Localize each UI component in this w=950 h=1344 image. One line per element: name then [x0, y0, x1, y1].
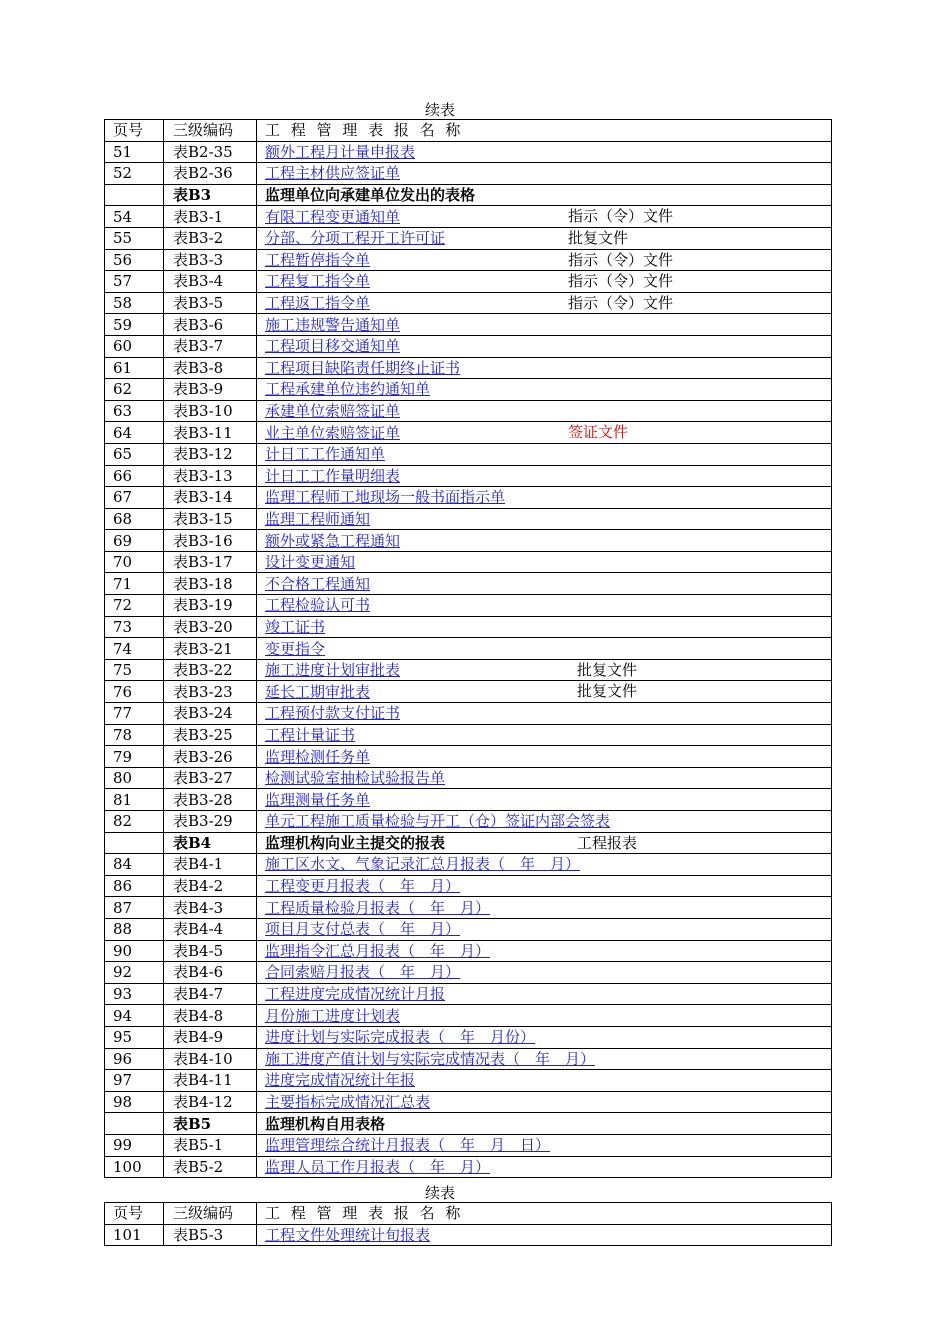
page-no-cell: 63	[105, 400, 164, 422]
table-row	[105, 875, 832, 897]
page-no-cell: 59	[105, 314, 164, 336]
code-cell: 表B3-1	[164, 206, 257, 228]
form-name-cell	[257, 595, 832, 617]
code-cell: 表B5-1	[164, 1134, 257, 1156]
form-link[interactable]: 计日工工作通知单	[265, 445, 386, 464]
page-no-cell: 68	[105, 508, 164, 530]
form-link[interactable]: 业主单位索赔签证单	[265, 423, 401, 442]
code-cell: 表B3-25	[164, 724, 257, 746]
page-no-cell: 90	[105, 940, 164, 962]
form-name-cell	[257, 400, 832, 422]
form-link[interactable]: 工程承建单位违约通知单	[265, 380, 431, 399]
page-no-cell: 94	[105, 1005, 164, 1027]
code-cell: 表B3-6	[164, 314, 257, 336]
page-no-cell: 67	[105, 487, 164, 509]
table-row	[105, 249, 832, 271]
form-link[interactable]: 工程项目移交通知单	[265, 337, 401, 356]
code-cell: 表B3-29	[164, 811, 257, 833]
table-row	[105, 1070, 832, 1092]
table-row	[105, 379, 832, 401]
form-link[interactable]: 延长工期审批表	[265, 682, 371, 701]
form-link[interactable]: 工程主材供应签证单	[265, 164, 401, 183]
form-name-cell	[257, 551, 832, 573]
form-link[interactable]: 监理指令汇总月报表（ 年 月）	[265, 941, 491, 960]
page-no-cell: 86	[105, 875, 164, 897]
form-link[interactable]: 合同索赔月报表（ 年 月）	[265, 963, 461, 982]
form-name-cell	[257, 1113, 832, 1135]
code-cell: 表B4-12	[164, 1091, 257, 1113]
form-link[interactable]: 工程质量检验月报表（ 年 月）	[265, 898, 491, 917]
table-row	[105, 1048, 832, 1070]
code-cell: 表B5-2	[164, 1156, 257, 1178]
form-link[interactable]: 工程返工指令单	[265, 294, 371, 313]
form-name-cell	[257, 875, 832, 897]
forms-table-2	[104, 1202, 832, 1246]
page-no-cell: 71	[105, 573, 164, 595]
table-row	[105, 141, 832, 163]
form-name-cell	[257, 811, 832, 833]
form-link[interactable]: 变更指令	[265, 639, 326, 658]
form-link[interactable]: 监理工程师工地现场一般书面指示单	[265, 488, 506, 507]
section-row	[105, 832, 832, 854]
category-note: 批复文件	[577, 660, 638, 679]
table-row	[105, 1026, 832, 1048]
page-no-cell: 72	[105, 595, 164, 617]
form-name-cell	[257, 703, 832, 725]
form-name-cell	[257, 638, 832, 660]
page-no-cell: 77	[105, 703, 164, 725]
table-row	[105, 206, 832, 228]
page-no-cell: 80	[105, 767, 164, 789]
header-page-no: 页号	[105, 1203, 164, 1225]
code-cell: 表B3-15	[164, 508, 257, 530]
form-link[interactable]: 不合格工程通知	[265, 574, 371, 593]
code-cell: 表B3-17	[164, 551, 257, 573]
form-link[interactable]: 工程文件处理统计旬报表	[265, 1225, 431, 1244]
page-no-cell: 60	[105, 335, 164, 357]
section-title: 监理机构向业主提交的报表	[265, 833, 446, 852]
form-name-cell	[257, 659, 832, 681]
header-name: 工 程 管 理 表 报 名 称	[257, 1203, 832, 1225]
code-cell: 表B3-11	[164, 422, 257, 444]
form-link[interactable]: 额外或紧急工程通知	[265, 531, 401, 550]
page-no-cell: 69	[105, 530, 164, 552]
code-cell: 表B3-10	[164, 400, 257, 422]
table-row	[105, 292, 832, 314]
table-row	[105, 789, 832, 811]
form-name-cell	[257, 1026, 832, 1048]
form-link[interactable]: 工程检验认可书	[265, 596, 371, 615]
section-code: 表B5	[173, 1114, 212, 1133]
table-row	[105, 1134, 832, 1156]
table-row	[105, 573, 832, 595]
code-cell: 表B3-24	[164, 703, 257, 725]
code-cell: 表B4-7	[164, 983, 257, 1005]
section-title: 监理机构自用表格	[265, 1114, 386, 1133]
code-cell: 表B4-4	[164, 918, 257, 940]
page-no-cell	[105, 1113, 164, 1135]
category-note: 批复文件	[577, 682, 638, 701]
form-name-cell	[257, 789, 832, 811]
category-note: 指示（令）文件	[568, 250, 674, 269]
form-link[interactable]: 施工进度计划审批表	[265, 661, 401, 680]
page-no-cell: 93	[105, 983, 164, 1005]
page-no-cell: 62	[105, 379, 164, 401]
table-row	[105, 595, 832, 617]
page-no-cell: 76	[105, 681, 164, 703]
table-row	[105, 1224, 832, 1246]
form-link[interactable]: 施工违规警告通知单	[265, 315, 401, 334]
form-name-cell	[257, 163, 832, 185]
forms-table-1	[104, 119, 832, 1178]
form-name-cell	[257, 1091, 832, 1113]
form-link[interactable]: 检测试验室抽检试验报告单	[265, 769, 446, 788]
category-note: 指示（令）文件	[568, 207, 674, 226]
code-cell	[164, 1113, 257, 1135]
table-header-2	[105, 1203, 832, 1225]
form-name-cell	[257, 962, 832, 984]
page-no-cell: 98	[105, 1091, 164, 1113]
form-link[interactable]: 有限工程变更通知单	[265, 207, 401, 226]
code-cell: 表B3-13	[164, 465, 257, 487]
code-cell: 表B4-3	[164, 897, 257, 919]
header-page-no: 页号	[105, 120, 164, 142]
table-header	[105, 120, 832, 142]
form-link[interactable]: 工程预付款支付证书	[265, 704, 401, 723]
form-link[interactable]: 工程暂停指令单	[265, 250, 371, 269]
form-link[interactable]: 额外工程月计量申报表	[265, 142, 416, 161]
table-row	[105, 508, 832, 530]
page-no-cell: 58	[105, 292, 164, 314]
table-row	[105, 767, 832, 789]
page-no-cell: 61	[105, 357, 164, 379]
table-row	[105, 854, 832, 876]
form-name-cell	[257, 1005, 832, 1027]
form-link[interactable]: 监理人员工作月报表（ 年 月）	[265, 1157, 491, 1176]
section-row	[105, 184, 832, 206]
form-name-cell	[257, 1048, 832, 1070]
code-cell: 表B4-2	[164, 875, 257, 897]
form-name-cell	[257, 1070, 832, 1092]
page-no-cell: 99	[105, 1134, 164, 1156]
code-cell: 表B3-18	[164, 573, 257, 595]
form-link[interactable]: 监理工程师通知	[265, 509, 371, 528]
table-row	[105, 681, 832, 703]
form-name-cell	[257, 206, 832, 228]
page-no-cell: 57	[105, 271, 164, 293]
form-name-cell	[257, 422, 832, 444]
form-name-cell	[257, 1224, 832, 1246]
caption-continued-2: 续表	[424, 1184, 455, 1202]
table-row	[105, 940, 832, 962]
table-row	[105, 335, 832, 357]
table-row	[105, 465, 832, 487]
page-no-cell: 81	[105, 789, 164, 811]
form-name-cell	[257, 292, 832, 314]
page-no-cell: 97	[105, 1070, 164, 1092]
form-link[interactable]: 月份施工进度计划表	[265, 1006, 401, 1025]
visa-note: 签证文件	[568, 423, 629, 442]
form-name-cell	[257, 314, 832, 336]
table-row	[105, 918, 832, 940]
code-cell: 表B3-5	[164, 292, 257, 314]
form-link[interactable]: 工程计量证书	[265, 725, 356, 744]
table-row	[105, 724, 832, 746]
category-note: 工程报表	[577, 833, 638, 852]
code-cell: 表B3-9	[164, 379, 257, 401]
code-cell: 表B3-4	[164, 271, 257, 293]
code-cell: 表B3-2	[164, 227, 257, 249]
table-row	[105, 703, 832, 725]
table-row	[105, 1091, 832, 1113]
form-link[interactable]: 进度完成情况统计年报	[265, 1071, 416, 1090]
table-row	[105, 530, 832, 552]
code-cell: 表B4-11	[164, 1070, 257, 1092]
page-no-cell: 75	[105, 659, 164, 681]
code-cell: 表B4-5	[164, 940, 257, 962]
table-row	[105, 357, 832, 379]
code-cell: 表B3-23	[164, 681, 257, 703]
form-link[interactable]: 监理检测任务单	[265, 747, 371, 766]
code-cell: 表B2-36	[164, 163, 257, 185]
form-name-cell	[257, 746, 832, 768]
table-row	[105, 163, 832, 185]
header-code: 三级编码	[164, 120, 257, 142]
page-no-cell: 55	[105, 227, 164, 249]
code-cell: 表B3-19	[164, 595, 257, 617]
table-row	[105, 400, 832, 422]
code-cell: 表B3-21	[164, 638, 257, 660]
form-name-cell	[257, 1156, 832, 1178]
section-code: 表B3	[173, 186, 212, 205]
code-cell: 表B4-10	[164, 1048, 257, 1070]
page-no-cell: 54	[105, 206, 164, 228]
form-link[interactable]: 工程变更月报表（ 年 月）	[265, 877, 461, 896]
table-row	[105, 962, 832, 984]
table-row	[105, 811, 832, 833]
form-name-cell	[257, 983, 832, 1005]
code-cell: 表B2-35	[164, 141, 257, 163]
form-name-cell	[257, 227, 832, 249]
form-link[interactable]: 设计变更通知	[265, 553, 356, 572]
table-row	[105, 616, 832, 638]
page-no-cell: 78	[105, 724, 164, 746]
code-cell: 表B3-16	[164, 530, 257, 552]
table-row	[105, 271, 832, 293]
form-name-cell	[257, 508, 832, 530]
form-name-cell	[257, 357, 832, 379]
category-note: 指示（令）文件	[568, 293, 674, 312]
table-row	[105, 1156, 832, 1178]
form-name-cell	[257, 616, 832, 638]
form-link[interactable]: 施工区水文、气象记录汇总月报表（ 年 月）	[265, 855, 581, 874]
table-row	[105, 638, 832, 660]
code-cell: 表B3-14	[164, 487, 257, 509]
form-name-cell	[257, 767, 832, 789]
table-row	[105, 746, 832, 768]
code-cell: 表B3-28	[164, 789, 257, 811]
form-name-cell	[257, 271, 832, 293]
header-code: 三级编码	[164, 1203, 257, 1225]
form-link[interactable]: 承建单位索赔签证单	[265, 402, 401, 421]
page-no-cell	[105, 832, 164, 854]
form-name-cell	[257, 141, 832, 163]
code-cell	[164, 832, 257, 854]
form-name-cell	[257, 854, 832, 876]
code-cell	[164, 184, 257, 206]
form-link[interactable]: 计日工工作量明细表	[265, 466, 401, 485]
form-name-cell	[257, 249, 832, 271]
form-link[interactable]: 主要指标完成情况汇总表	[265, 1093, 431, 1112]
table-row	[105, 551, 832, 573]
code-cell: 表B3-7	[164, 335, 257, 357]
page-no-cell: 82	[105, 811, 164, 833]
table-row	[105, 983, 832, 1005]
page-no-cell: 64	[105, 422, 164, 444]
form-link[interactable]: 监理测量任务单	[265, 790, 371, 809]
form-link[interactable]: 分部、分项工程开工许可证	[265, 229, 446, 248]
form-name-cell	[257, 681, 832, 703]
table-row	[105, 227, 832, 249]
form-name-cell	[257, 465, 832, 487]
form-link[interactable]: 单元工程施工质量检验与开工（仓）签证内部会签表	[265, 812, 611, 831]
page-no-cell: 92	[105, 962, 164, 984]
category-note: 指示（令）文件	[568, 272, 674, 291]
section-row	[105, 1113, 832, 1135]
page-no-cell: 79	[105, 746, 164, 768]
page-no-cell: 87	[105, 897, 164, 919]
section-code: 表B4	[173, 833, 212, 852]
page-no-cell: 70	[105, 551, 164, 573]
code-cell: 表B3-22	[164, 659, 257, 681]
page-no-cell: 51	[105, 141, 164, 163]
page-no-cell: 84	[105, 854, 164, 876]
form-name-cell	[257, 918, 832, 940]
page-no-cell: 95	[105, 1026, 164, 1048]
page-no-cell: 65	[105, 443, 164, 465]
form-link[interactable]: 工程进度完成情况统计月报	[265, 985, 446, 1004]
category-note: 批复文件	[568, 228, 629, 247]
form-name-cell	[257, 184, 832, 206]
code-cell: 表B4-9	[164, 1026, 257, 1048]
table-row	[105, 487, 832, 509]
form-link[interactable]: 工程复工指令单	[265, 272, 371, 291]
table-row	[105, 443, 832, 465]
form-name-cell	[257, 443, 832, 465]
header-name: 工 程 管 理 表 报 名 称	[257, 120, 832, 142]
code-cell: 表B4-1	[164, 854, 257, 876]
page-no-cell: 101	[105, 1224, 164, 1246]
page-no-cell: 100	[105, 1156, 164, 1178]
form-link[interactable]: 进度计划与实际完成报表（ 年 月份）	[265, 1028, 536, 1047]
page-no-cell: 96	[105, 1048, 164, 1070]
form-name-cell	[257, 940, 832, 962]
code-cell: 表B3-8	[164, 357, 257, 379]
code-cell: 表B3-3	[164, 249, 257, 271]
code-cell: 表B3-20	[164, 616, 257, 638]
form-name-cell	[257, 897, 832, 919]
table-row	[105, 314, 832, 336]
page-no-cell: 52	[105, 163, 164, 185]
form-link[interactable]: 项目月支付总表（ 年 月）	[265, 920, 461, 939]
form-name-cell	[257, 1134, 832, 1156]
page-no-cell: 74	[105, 638, 164, 660]
page-no-cell: 66	[105, 465, 164, 487]
form-link[interactable]: 施工进度产值计划与实际完成情况表（ 年 月）	[265, 1049, 596, 1068]
form-name-cell	[257, 379, 832, 401]
code-cell: 表B4-6	[164, 962, 257, 984]
form-name-cell	[257, 724, 832, 746]
form-name-cell	[257, 487, 832, 509]
form-link[interactable]: 工程项目缺陷责任期终止证书	[265, 358, 461, 377]
section-title: 监理单位向承建单位发出的表格	[265, 186, 476, 205]
caption-continued-1: 续表	[424, 101, 455, 119]
code-cell: 表B3-27	[164, 767, 257, 789]
table-row	[105, 422, 832, 444]
form-name-cell	[257, 573, 832, 595]
table-row	[105, 659, 832, 681]
page-no-cell: 56	[105, 249, 164, 271]
table-row	[105, 1005, 832, 1027]
table-row	[105, 897, 832, 919]
form-link[interactable]: 监理管理综合统计月报表（ 年 月 日）	[265, 1136, 551, 1155]
code-cell: 表B3-12	[164, 443, 257, 465]
page-no-cell: 88	[105, 918, 164, 940]
code-cell: 表B3-26	[164, 746, 257, 768]
form-name-cell	[257, 832, 832, 854]
page-no-cell	[105, 184, 164, 206]
form-name-cell	[257, 335, 832, 357]
page-no-cell: 73	[105, 616, 164, 638]
code-cell: 表B4-8	[164, 1005, 257, 1027]
form-name-cell	[257, 530, 832, 552]
code-cell: 表B5-3	[164, 1224, 257, 1246]
form-link[interactable]: 竣工证书	[265, 617, 326, 636]
